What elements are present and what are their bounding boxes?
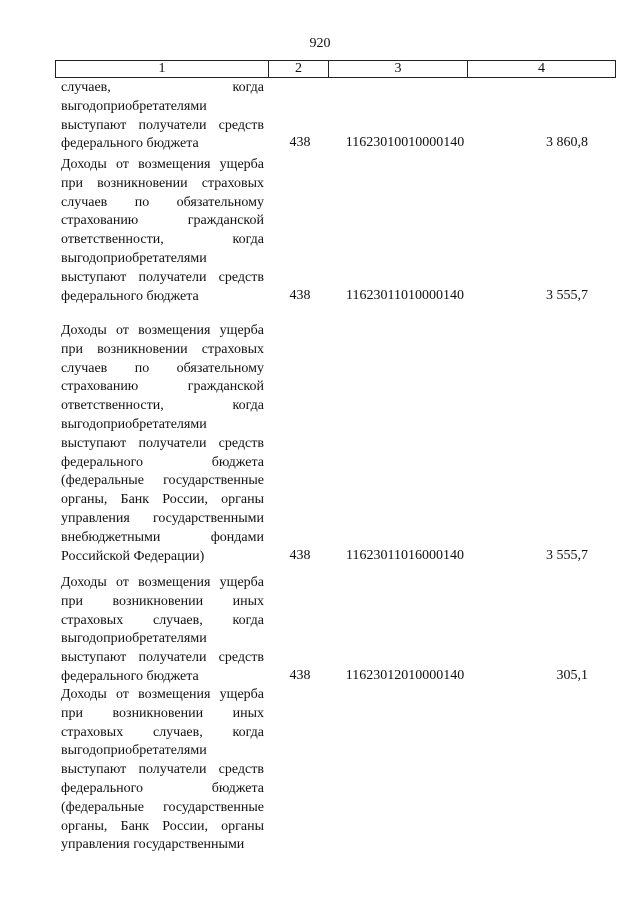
row-amount: 3 555,7 bbox=[546, 547, 588, 563]
row-kbk-code: 11623010010000140 bbox=[345, 135, 465, 151]
row-admin-code: 438 bbox=[289, 287, 311, 303]
description-line: федерального бюджета bbox=[61, 454, 264, 470]
description-line: ответственности, когда bbox=[61, 398, 264, 414]
description-line: Доходы от возмещения ущерба bbox=[61, 157, 264, 172]
row-amount: 3 555,7 bbox=[546, 287, 588, 303]
header-col-1: 1 bbox=[56, 61, 269, 77]
row-amount: 3 860,8 bbox=[546, 135, 588, 151]
description-line: Доходы от возмещения ущерба bbox=[61, 323, 264, 338]
description-line: Российской Федерации) bbox=[61, 548, 205, 564]
description-line: случаев по обязательному bbox=[61, 360, 264, 376]
description-line: случаев, когда bbox=[61, 80, 264, 95]
description-line: случаев по обязательному bbox=[61, 194, 264, 210]
description-line: ответственности, когда bbox=[61, 232, 264, 248]
row-admin-code: 438 bbox=[289, 135, 311, 151]
row-kbk-code: 11623011016000140 bbox=[346, 547, 464, 563]
description-line: выгодоприобретателями bbox=[61, 631, 207, 647]
row-kbk-code: 11623011010000140 bbox=[346, 287, 464, 303]
description-line: Доходы от возмещения ущерба bbox=[61, 575, 264, 590]
description-line: страховых случаев, когда bbox=[61, 724, 264, 740]
description-line: выгодоприобретателями bbox=[61, 743, 207, 759]
row-description bbox=[61, 686, 264, 855]
row-description bbox=[61, 156, 264, 306]
description-line: федерального бюджета bbox=[61, 668, 199, 684]
description-line: при возникновении иных bbox=[61, 705, 264, 721]
description-line: страхованию гражданской bbox=[61, 213, 264, 229]
description-line: при возникновении страховых bbox=[61, 175, 264, 191]
row-amount: 305,1 bbox=[556, 668, 588, 683]
description-line: выгодоприобретателями bbox=[61, 416, 207, 432]
table-header bbox=[55, 60, 616, 78]
description-line: органы, Банк России, органы bbox=[61, 818, 264, 834]
description-line: Доходы от возмещения ущерба bbox=[61, 687, 264, 702]
description-line: федерального бюджета bbox=[61, 288, 199, 304]
page-number: 920 bbox=[309, 36, 331, 51]
description-line: органы, Банк России, органы bbox=[61, 492, 264, 508]
row-admin-code: 438 bbox=[289, 547, 311, 563]
description-line: (федеральные государственные bbox=[61, 473, 264, 489]
header-col-3: 3 bbox=[329, 61, 468, 77]
description-line: выступают получатели средств bbox=[61, 269, 264, 285]
description-line: (федеральные государственные bbox=[61, 799, 264, 815]
description-line: федерального бюджета bbox=[61, 780, 264, 796]
description-line: выгодоприобретателями bbox=[61, 250, 207, 266]
row-description bbox=[61, 322, 264, 566]
description-line: управления государственными bbox=[61, 510, 264, 526]
description-line: внебюджетными фондами bbox=[61, 529, 264, 545]
description-line: выступают получатели средств bbox=[61, 435, 264, 451]
description-line: выступают получатели средств bbox=[61, 650, 264, 666]
description-line: выступают получатели средств bbox=[61, 117, 264, 133]
description-line: федерального бюджета bbox=[61, 136, 199, 152]
row-kbk-code: 11623012010000140 bbox=[345, 668, 465, 683]
description-line: при возникновении страховых bbox=[61, 341, 264, 357]
description-line: страхованию гражданской bbox=[61, 379, 264, 395]
description-line: при возникновении иных bbox=[61, 593, 264, 609]
description-line: управления государственными bbox=[61, 837, 245, 853]
row-description bbox=[61, 574, 264, 687]
row-description bbox=[61, 79, 264, 154]
description-line: выгодоприобретателями bbox=[61, 98, 207, 114]
header-col-2: 2 bbox=[269, 61, 329, 77]
row-admin-code: 438 bbox=[289, 668, 311, 683]
header-col-4: 4 bbox=[538, 61, 545, 76]
description-line: выступают получатели средств bbox=[61, 762, 264, 778]
description-line: страховых случаев, когда bbox=[61, 612, 264, 628]
